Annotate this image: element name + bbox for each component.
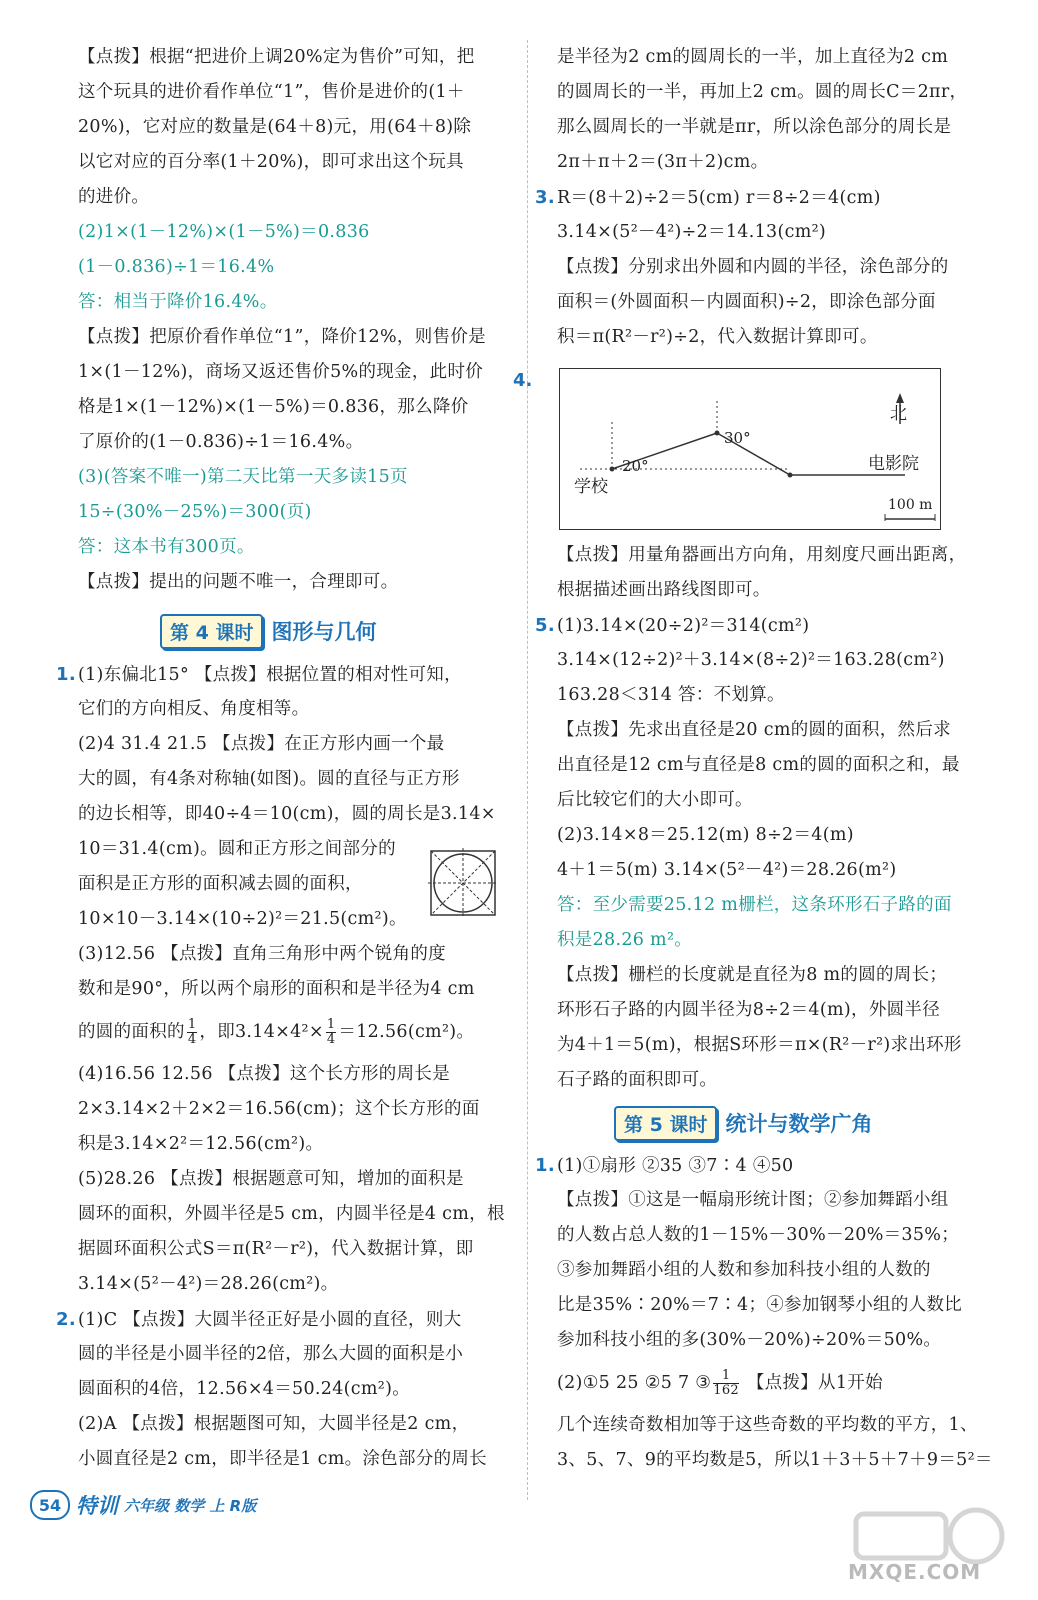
line-text: (1)①扇形 ②35 ③7∶4 ④50 (557, 1156, 794, 1176)
text-line (557, 250, 987, 285)
text-line (557, 285, 987, 320)
text-line (557, 993, 987, 1028)
text-line (557, 1183, 987, 1218)
text-line (557, 1253, 987, 1288)
line-text: (4)16.56 12.56 【点拨】这个长方形的周长是 (78, 1064, 451, 1084)
line-text: 它们的方向相反、角度相等。 (78, 699, 310, 719)
line-text: 积是3.14×2²＝12.56(cm²)。 (78, 1134, 324, 1154)
text-line (78, 1162, 508, 1197)
line-text: 以它对应的百分率(1＋20%)，即可求出这个玩具 (78, 152, 464, 172)
text-line (78, 285, 508, 320)
section-title: 图形与几何 (271, 620, 377, 644)
line-text: (2)4 31.4 21.5 【点拨】在正方形内画一个最 (78, 734, 445, 754)
line-text: 圆的半径是小圆半径的2倍，那么大圆的面积是小 (78, 1344, 464, 1364)
scale-label: 100 m (888, 497, 933, 513)
line-text: 答：相当于降价16.4%。 (78, 292, 278, 312)
line-text: 【点拨】分别求出外圆和内圆的半径，涂色部分的 (557, 257, 949, 277)
question-number: 1. (56, 664, 76, 685)
line-text: 10×10－3.14×(10÷2)²＝21.5(cm²)。 (78, 909, 407, 929)
line-text: 积是28.26 m²。 (557, 930, 693, 950)
north-label: 北 (890, 404, 907, 424)
text-line (78, 972, 508, 1007)
line-text: 2π＋π＋2＝(3π＋2)cm。 (557, 152, 769, 172)
text-line (78, 355, 508, 390)
text-line (78, 320, 508, 355)
lesson-badge: 第 4 课时 (160, 614, 263, 649)
line-text: 【点拨】①这是一幅扇形统计图；②参加舞蹈小组 (557, 1190, 949, 1210)
line-text: (1)3.14×(20÷2)²＝314(cm²) (557, 616, 810, 636)
route-map (559, 368, 941, 530)
line-text: 3、5、7、9的平均数是5，所以1＋3＋5＋7＋9＝5²＝ (557, 1450, 993, 1470)
right-column-part3 (535, 1148, 993, 1478)
line-text: 【点拨】栅栏的长度就是直径为8 m的圆的周长； (557, 965, 948, 985)
question-number: 2. (56, 1309, 76, 1330)
line-text: 的进价。 (78, 187, 150, 207)
text-line (78, 727, 508, 762)
line-text: 后比较它们的大小即可。 (557, 790, 753, 810)
text-line (557, 538, 987, 573)
question-number: 3. (535, 187, 555, 208)
line-text: 的人数占总人数的1－15%－30%－20%＝35%； (557, 1225, 960, 1245)
line-text: (5)28.26 【点拨】根据题意可知，增加的面积是 (78, 1169, 464, 1189)
circle-in-square-figure (428, 848, 498, 918)
line-text: 答：至少需要25.12 m栅栏，这条环形石子路的面 (557, 895, 952, 915)
line-text: (3)12.56 【点拨】直角三角形中两个锐角的度 (78, 944, 446, 964)
line-text: 10＝31.4(cm)。圆和正方形之间部分的 (78, 839, 396, 859)
text-line (78, 1127, 508, 1162)
text-line (78, 1197, 508, 1232)
line-text: 2×3.14×2＋2×2＝16.56(cm)；这个长方形的面 (78, 1099, 480, 1119)
line-text: 根据描述画出路线图即可。 (557, 580, 771, 600)
line-text: 环形石子路的内圆半径为8÷2＝4(m)，外圆半径 (557, 1000, 941, 1020)
text-line (535, 180, 987, 215)
line-text: 数和是90°，所以两个扇形的面积和是半径为4 cm (78, 979, 475, 999)
section-heading-4 (160, 610, 376, 652)
line-text: 是半径为2 cm的圆周长的一半，加上直径为2 cm (557, 47, 949, 67)
line-text: 【点拨】用量角器画出方向角，用刻度尺画出距离， (557, 545, 967, 565)
section-heading-5 (614, 1102, 872, 1144)
line-text: 3.14×(5²－4²)＝28.26(cm²)。 (78, 1274, 339, 1294)
line-text: 【点拨】把原价看作单位“1”，降价12%，则售价是 (78, 327, 486, 347)
line-text: 4＋1＝5(m) 3.14×(5²－4²)＝28.26(m²) (557, 860, 897, 880)
right-column-part2 (535, 538, 987, 1098)
text-line (78, 692, 508, 727)
angle-20-label: 20° (622, 457, 649, 475)
line-text: 大的圆，有4条对称轴(如图)。圆的直径与正方形 (78, 769, 460, 789)
fraction-line: (2)①5 25 ②5 7 ③ $\frac{1}{162}$ 【点拨】从1开始 (557, 1368, 883, 1398)
text-line (78, 425, 508, 460)
text-line (78, 1057, 508, 1092)
line-text: 【点拨】提出的问题不唯一，合理即可。 (78, 572, 399, 592)
text-line (557, 40, 987, 75)
brand-logo: 特训 (76, 1494, 118, 1518)
text-line (78, 110, 508, 145)
line-text: (2)A 【点拨】根据题图可知，大圆半径是2 cm， (78, 1414, 470, 1434)
fraction-line: 的圆的面积的 $\frac{1}{4}$ ，即3.14×4²× $\frac{1}{4}$ ＝12.56(cm²)。 (78, 1017, 475, 1047)
line-text: (2)1×(1－12%)×(1－5%)＝0.836 (78, 222, 370, 242)
line-text: 小圆直径是2 cm，即半径是1 cm。涂色部分的周长 (78, 1449, 487, 1469)
line-text: 1×(1－12%)，商场又返还售价5%的现金，此时价 (78, 362, 484, 382)
text-line (78, 40, 508, 75)
line-text: 面积是正方形的面积减去圆的面积， (78, 874, 363, 894)
school-label: 学校 (574, 477, 608, 497)
text-line (557, 1288, 987, 1323)
line-text: 圆环的面积，外圆半径是5 cm，内圆半径是4 cm，根 (78, 1204, 505, 1224)
text-line (535, 1148, 987, 1183)
line-text: 答：这本书有300页。 (78, 537, 255, 557)
line-text: 【点拨】先求出直径是20 cm的圆的面积，然后求 (557, 720, 951, 740)
text-line (557, 1443, 993, 1478)
line-text: 格是1×(1－12%)×(1－5%)＝0.836，那么降价 (78, 397, 469, 417)
cinema-label: 电影院 (868, 454, 919, 474)
text-line (78, 215, 508, 250)
line-text: 15÷(30%－25%)＝300(页) (78, 502, 312, 522)
line-text: (1－0.836)÷1＝16.4% (78, 257, 275, 277)
text-line (78, 762, 508, 797)
text-line (557, 958, 987, 993)
page-footer (30, 1490, 256, 1520)
line-text: 积＝π(R²－r²)÷2，代入数据计算即可。 (557, 327, 878, 347)
text-line (78, 937, 508, 972)
text-line (557, 678, 987, 713)
line-text: 3.14×(12÷2)²＋3.14×(8÷2)²＝163.28(cm²) (557, 650, 945, 670)
text-line (557, 110, 987, 145)
text-line (557, 1218, 987, 1253)
line-text: 比是35%∶20%＝7∶4；④参加钢琴小组的人数比 (557, 1295, 963, 1315)
line-text: 参加科技小组的多(30%－20%)÷20%＝50%。 (557, 1330, 942, 1350)
text-line (557, 888, 987, 923)
text-line (78, 1267, 508, 1302)
line-text: ③参加舞蹈小组的人数和参加科技小组的人数的 (557, 1260, 931, 1280)
text-line (557, 783, 987, 818)
text-line (535, 608, 987, 643)
line-text: 的圆周长的一半，再加上2 cm。圆的周长C＝2πr， (557, 82, 968, 102)
text-line (78, 390, 508, 425)
text-line (557, 923, 987, 958)
text-line (557, 320, 987, 355)
page-number: 54 (30, 1490, 70, 1520)
line-text: 出直径是12 cm与直径是8 cm的圆的面积之和，最 (557, 755, 960, 775)
text-line (557, 853, 987, 888)
text-line (557, 215, 987, 250)
line-text: 163.28＜314 答：不划算。 (557, 685, 785, 705)
section-title: 统计与数学广角 (725, 1112, 873, 1136)
text-line (557, 713, 987, 748)
text-line (78, 797, 508, 832)
text-line (56, 1302, 508, 1337)
lesson-badge: 第 5 课时 (614, 1106, 717, 1141)
text-line (557, 748, 987, 783)
line-text: 那么圆周长的一半就是πr，所以涂色部分的周长是 (557, 117, 952, 137)
text-line (557, 1408, 987, 1443)
line-text: R＝(8＋2)÷2＝5(cm) r＝8÷2＝4(cm) (557, 188, 881, 208)
line-text: (2)3.14×8＝25.12(m) 8÷2＝4(m) (557, 825, 854, 845)
watermark-text: MXQE.COM (848, 1560, 982, 1584)
series-label: 六年级 数学 上 R版 (124, 1496, 257, 1515)
text-line (78, 1092, 508, 1127)
text-line (78, 460, 508, 495)
text-line (78, 250, 508, 285)
text-line (557, 145, 987, 180)
text-line (78, 565, 508, 600)
line-text: 面积＝(外圆面积－内圆面积)÷2，即涂色部分面 (557, 292, 936, 312)
text-line (557, 643, 987, 678)
line-text: 【点拨】根据“把进价上调20%定为售价”可知，把 (78, 47, 475, 67)
line-text: 这个玩具的进价看作单位“1”，售价是进价的(1＋ (78, 82, 465, 102)
line-text: 20%)，它对应的数量是(64＋8)元，用(64＋8)除 (78, 117, 472, 137)
line-text: 3.14×(5²－4²)÷2＝14.13(cm²) (557, 222, 827, 242)
question-number: 5. (535, 615, 555, 636)
text-line (557, 75, 987, 110)
text-line (78, 495, 508, 530)
text-line (78, 180, 508, 215)
line-text: 了原价的(1－0.836)÷1＝16.4%。 (78, 432, 364, 452)
text-line (78, 1232, 508, 1267)
text-line (78, 75, 508, 110)
line-text: (1)东偏北15° 【点拨】根据位置的相对性可知， (78, 665, 462, 685)
line-text: 的边长相等，即40÷4＝10(cm)，圆的周长是3.14× (78, 804, 496, 824)
line-text: (1)C 【点拨】大圆半径正好是小圆的直径，则大 (78, 1310, 462, 1330)
column-divider (527, 40, 528, 1500)
text-line (78, 1372, 508, 1407)
line-text: (3)(答案不唯一)第二天比第一天多读15页 (78, 467, 408, 487)
text-line (78, 1442, 508, 1477)
line-text: 据圆环面积公式S＝π(R²－r²)，代入数据计算，即 (78, 1239, 474, 1259)
angle-30-label: 30° (724, 429, 751, 447)
text-line (56, 657, 508, 692)
line-text: 为4＋1＝5(m)，根据S环形＝π×(R²－r²)求出环形 (557, 1035, 962, 1055)
question-number: 1. (535, 1155, 555, 1176)
text-line (78, 145, 508, 180)
text-line (557, 1028, 987, 1063)
text-line (557, 1323, 987, 1358)
text-line (557, 1063, 987, 1098)
text-line (78, 1407, 508, 1442)
line-text: 几个连续奇数相加等于这些奇数的平均数的平方，1、 (557, 1415, 978, 1435)
line-text: 圆面积的4倍，12.56×4＝50.24(cm²)。 (78, 1379, 410, 1399)
question-number-4: 4. (513, 370, 533, 391)
text-line (78, 1337, 508, 1372)
right-column (535, 40, 987, 355)
left-column-part2 (56, 657, 508, 1477)
line-text: 石子路的面积即可。 (557, 1070, 718, 1090)
text-line (557, 573, 987, 608)
text-line (78, 530, 508, 565)
text-line (557, 818, 987, 853)
left-column (78, 40, 508, 600)
